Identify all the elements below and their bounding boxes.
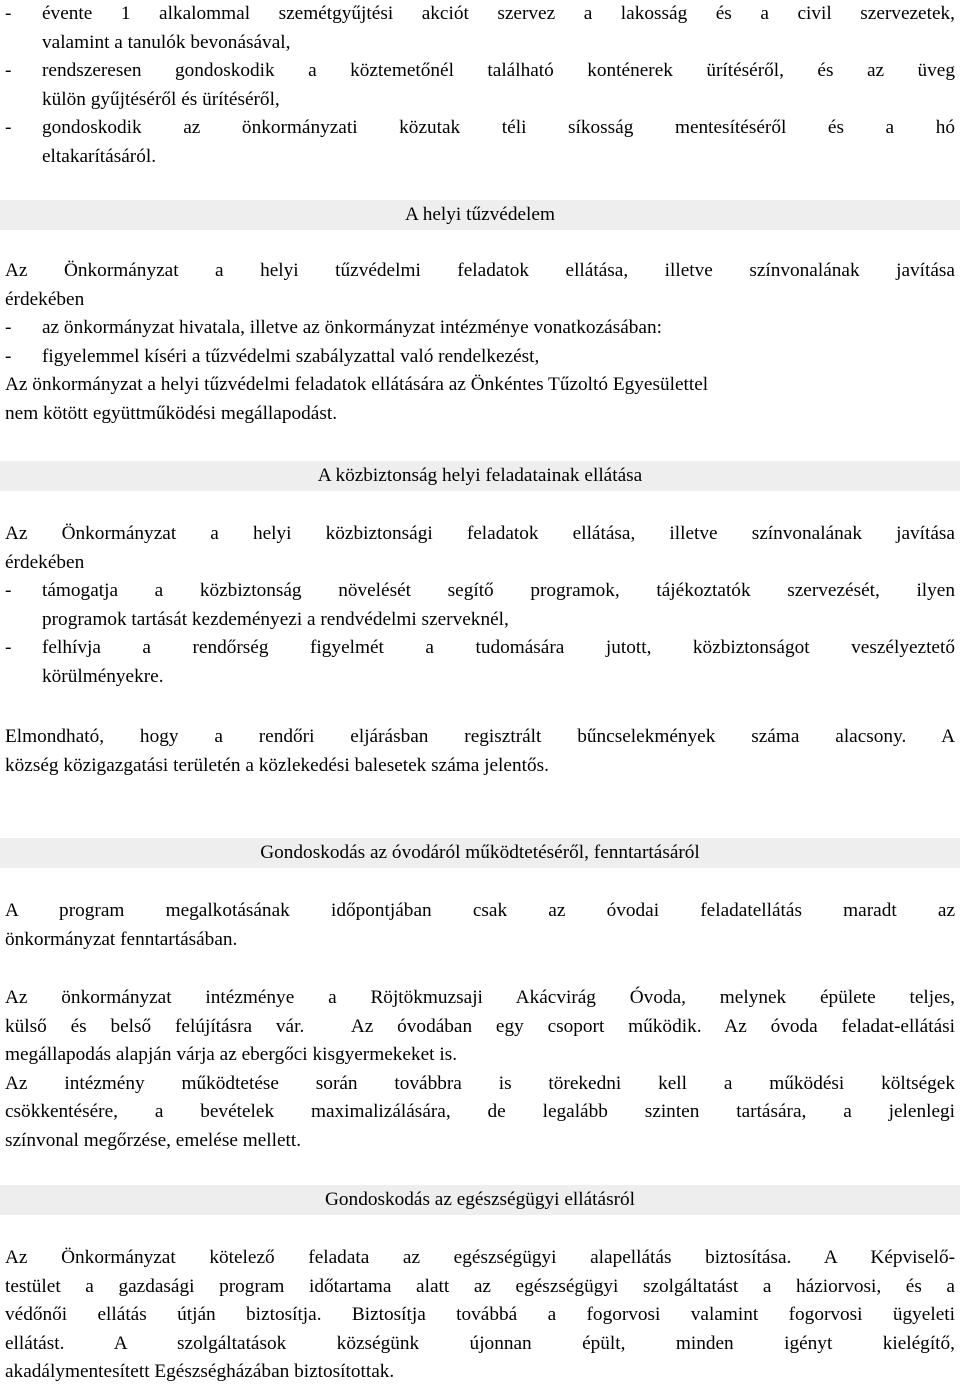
kindergarten-paragraph-1: A program megalkotásának időpontjában csak az óvodai feladatellátás maradt az önkormányzat fenntartásában. bbox=[5, 900, 955, 950]
health-paragraph: Az Önkormányzat kötelező feladata az egészségügyi alapellátás biztosítása. A Képviselő- testület a gazdasági program időtartama alatt az egészségügyi szolgáltatást a háziorvosi, és a védőnői ellátás útján biztosítja. Biztosítja továbbá a fogorvosi valamint fogorvosi ügyeleti ellátást. A szolgáltatások községünk újonnan épült, minden igényt kielégítő, akadálymentesített Egészségházában biztosítottak. bbox=[5, 1247, 955, 1383]
list-item: - az önkormányzat hivatala, illetve az önkormányzat intézménye vonatkozásában: bbox=[5, 317, 662, 339]
list-item: - felhívja a rendőrség figyelmét a tudomására jutott, közbiztonságot veszélyeztető bbox=[5, 637, 955, 659]
list-item: - gondoskodik az önkormányzati közutak téli síkosság mentesítéséről és a hó bbox=[5, 117, 955, 139]
section-heading-health: Gondoskodás az egészségügyi ellátásról bbox=[0, 1185, 960, 1215]
section-heading-kindergarten: Gondoskodás az óvodáról működtetéséről, fenntartásáról bbox=[0, 838, 960, 868]
list-item: - támogatja a közbiztonság növelését segítő programok, tájékoztatók szervezését, ilyen bbox=[5, 580, 955, 602]
section-heading-fire: A helyi tűzvédelem bbox=[0, 200, 960, 230]
kindergarten-paragraph-2: Az önkormányzat intézménye a Röjtökmuzsaji Akácvirág Óvoda, melynek épülete teljes, külső és belső felújításra vár. Az óvodában egy csoport működik. Az óvoda feladat-ellátási megállapodás alapján várja az ebergőci kisgyermekeket is. Az intézmény működtetése során továbbra is törekedni kell a működési költségek csökkentésére, a bevételek maximalizálására, de legalább szinten tartására, a jelenlegi színvonal megőrzése, emelése mellett. bbox=[5, 987, 955, 1151]
fire-section-body: Az Önkormányzat a helyi tűzvédelmi feladatok ellátása, illetve színvonalának javítása érdekében - az önkormányzat hivatala, illetve az önkormányzat intézménye vonatkozásában: - figyelemmel kíséri a tűzvédelmi szabályzattal való rendelkezést, Az önkormányzat a helyi tűzvédelmi feladatok ellátására az Önkéntes Tűzoltó Egyesülettel nem kötött együttműködési megállapodást. bbox=[5, 260, 955, 424]
section-heading-security: A közbiztonság helyi feladatainak ellátása bbox=[0, 461, 960, 491]
security-paragraph: Elmondható, hogy a rendőri eljárásban regisztrált bűncselekmények száma alacsony. A község közigazgatási területén a közlekedési balesetek száma jelentős. bbox=[5, 726, 955, 776]
list-item: - figyelemmel kíséri a tűzvédelmi szabályzattal való rendelkezést, bbox=[5, 345, 540, 367]
list-item: - rendszeresen gondoskodik a köztemetőnél található konténerek ürítéséről, és az üveg bbox=[5, 60, 955, 82]
security-section-body: Az Önkormányzat a helyi közbiztonsági feladatok ellátása, illetve színvonalának javítása érdekében - támogatja a közbiztonság növelését segítő programok, tájékoztatók szervezését, ilyen programok tartását kezdeményezi a rendvédelmi szerveknél, - felhívja a rendőrség figyelmét a tudomására jutott, közbiztonságot veszélyeztető körülményekre. bbox=[5, 523, 955, 687]
list-item: - évente 1 alkalommal szemétgyűjtési akciót szervez a lakosság és a civil szervezetek, bbox=[5, 3, 955, 24]
intro-list: - évente 1 alkalommal szemétgyűjtési akciót szervez a lakosság és a civil szervezetek, valamint a tanulók bevonásával, - rendszeresen gondoskodik a köztemetőnél található konténerek ürítéséről, és az üveg külön gyűjtéséről és ürítéséről, - gondoskodik az önkormányzati közutak téli síkosság mentesítéséről és a hó eltakarításáról. bbox=[5, 0, 955, 172]
